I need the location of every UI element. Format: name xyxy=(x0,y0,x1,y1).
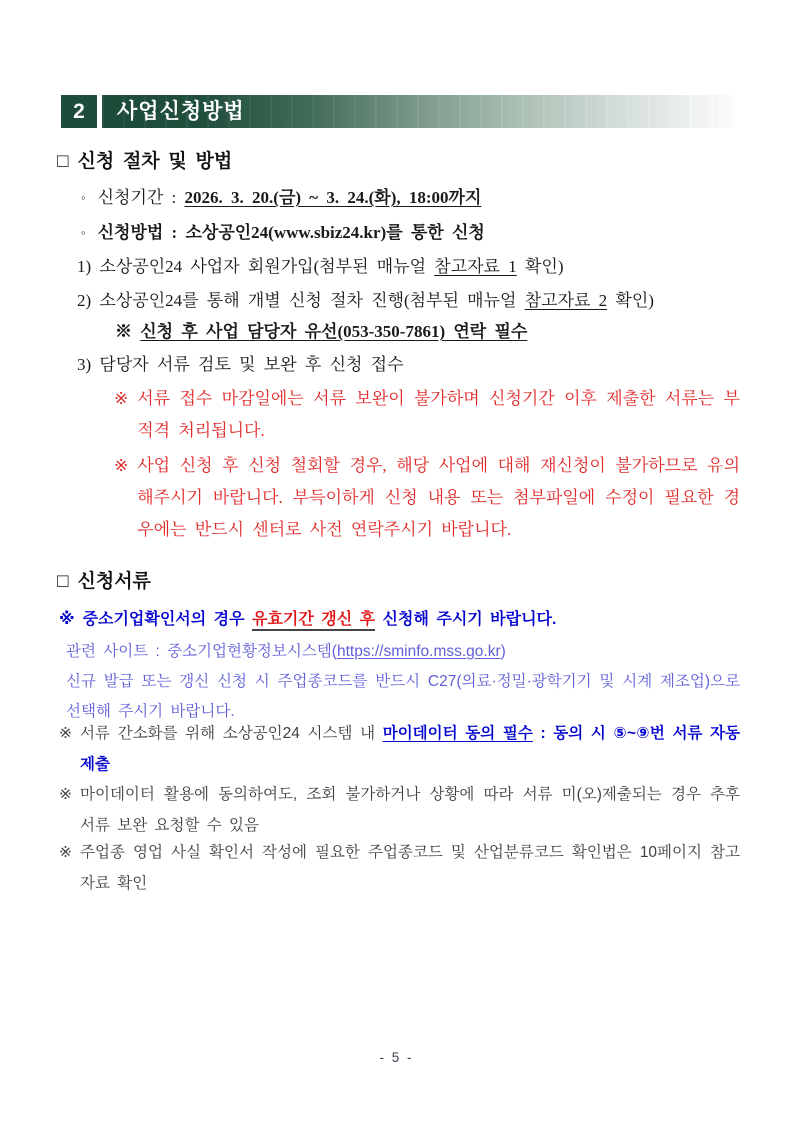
period-label: 신청기간 : xyxy=(97,188,185,207)
validity-renewal-highlight: 유효기간 갱신 후 xyxy=(252,611,375,631)
reference-mark: ※ xyxy=(59,844,72,861)
reference-mark: ※ xyxy=(59,611,75,628)
business-code-text: 주업종 영업 사실 확인서 작성에 필요한 주업종코드 및 산업분류코드 확인법은 10페이지 참고자료 확인 xyxy=(80,844,740,892)
application-method-line xyxy=(81,218,485,243)
documents-heading xyxy=(57,566,151,593)
section-number: 2 xyxy=(73,100,85,123)
step1-text: 소상공인24 사업자 회원가입(첨부된 매뉴얼 xyxy=(99,257,435,276)
reference-mark: ※ xyxy=(114,389,129,408)
mydata-auto-submit: 동의 시 ⑤~⑨번 서류 자동 제출 xyxy=(80,725,740,773)
documents-heading-text: 신청서류 xyxy=(77,571,151,592)
withdrawal-warning xyxy=(114,450,740,546)
reference-mark: ※ xyxy=(59,725,72,742)
step1-number: 1) xyxy=(77,257,100,276)
checkbox-glyph: □ xyxy=(57,571,69,592)
contact-required-line xyxy=(115,317,527,342)
mydata-consent-required: 마이데이터 동의 필수 xyxy=(382,725,533,742)
mydata-usage-text: 마이데이터 활용에 동의하여도, 조회 불가하거나 상황에 따라 서류 미(오)제출되는 경우 추후 서류 보완 요청할 수 있음 xyxy=(80,786,740,834)
checkbox-glyph: □ xyxy=(57,151,69,172)
step1-line xyxy=(77,252,563,277)
procedure-heading-text: 신청 절차 및 방법 xyxy=(77,151,233,172)
industry-code-paragraph: 신규 발급 또는 갱신 신청 시 주업종코드를 반드시 C27(의료·정밀·광학기기 및 시계 제조업)으로 선택해 주시기 바랍니다. xyxy=(66,673,740,720)
mydata-usage-note xyxy=(59,779,740,841)
circle-bullet: ◦ xyxy=(81,225,86,240)
period-value: 2026. 3. 20.(금) ~ 3. 24.(화), 18:00까지 xyxy=(184,188,482,207)
mydata-consent-text xyxy=(80,718,740,780)
page-number: - 5 - xyxy=(379,1050,414,1065)
section-number-box xyxy=(61,95,97,128)
step3-number: 3) xyxy=(77,355,100,374)
related-site-close: ) xyxy=(500,643,506,660)
step3-text: 담당자 서류 검토 및 보완 후 신청 접수 xyxy=(99,355,404,374)
step2-text: 소상공인24를 통해 개별 신청 절차 진행(첨부된 매뉴얼 xyxy=(99,291,525,310)
related-site-label: 관련 사이트 : 중소기업현황정보시스템( xyxy=(66,643,337,660)
section-title: 사업신청방법 xyxy=(117,100,245,123)
deadline-warning-text: 서류 접수 마감일에는 서류 보완이 불가하며 신청기간 이후 제출한 서류는 부적격 처리됩니다. xyxy=(137,389,740,440)
section-banner xyxy=(61,95,735,128)
method-label: 신청방법 : xyxy=(97,223,186,242)
deadline-warning xyxy=(114,383,740,447)
circle-bullet: ◦ xyxy=(81,190,86,205)
step1-reference: 참고자료 1 xyxy=(434,257,517,276)
mydata-consent-note xyxy=(59,718,740,780)
step2-reference: 참고자료 2 xyxy=(524,291,608,310)
step3-line xyxy=(77,350,404,375)
withdrawal-warning-text: 사업 신청 후 신청 철회할 경우, 해당 사업에 대해 재신청이 불가하므로 유의해주시기 바랍니다. 부득이하게 신청 내용 또는 첨부파일에 수정이 필요한 경우에는 반드시 센터로 사전 연락주시기 바랍니다. xyxy=(137,456,740,539)
sme-certificate-note-text xyxy=(83,604,557,635)
step2-number: 2) xyxy=(77,291,100,310)
reference-mark: ※ xyxy=(59,786,72,803)
reference-mark: ※ xyxy=(115,322,141,341)
application-period-line xyxy=(81,183,481,208)
sme-note-post: 신청해 주시기 바랍니다. xyxy=(375,611,557,628)
business-code-note xyxy=(59,837,740,899)
step1-text-end: 확인) xyxy=(516,257,564,276)
contact-required-text: 신청 후 사업 담당자 유선(053-350-7861) 연락 필수 xyxy=(140,322,528,341)
step2-text-end: 확인) xyxy=(607,291,654,310)
reference-mark: ※ xyxy=(114,456,129,475)
step2-line xyxy=(77,286,654,311)
sminfo-link[interactable]: https://sminfo.mss.go.kr xyxy=(336,643,501,660)
sme-note-pre: 중소기업확인서의 경우 xyxy=(82,611,253,628)
mydata-separator: : xyxy=(532,725,554,742)
sme-certificate-note xyxy=(59,604,740,635)
related-site-line xyxy=(66,637,506,667)
mydata-pre: 서류 간소화를 위해 소상공인24 시스템 내 xyxy=(80,725,383,742)
method-value: 소상공인24(www.sbiz24.kr)를 통한 신청 xyxy=(185,223,485,242)
procedure-heading xyxy=(57,146,232,173)
section-title-bar xyxy=(102,95,735,128)
